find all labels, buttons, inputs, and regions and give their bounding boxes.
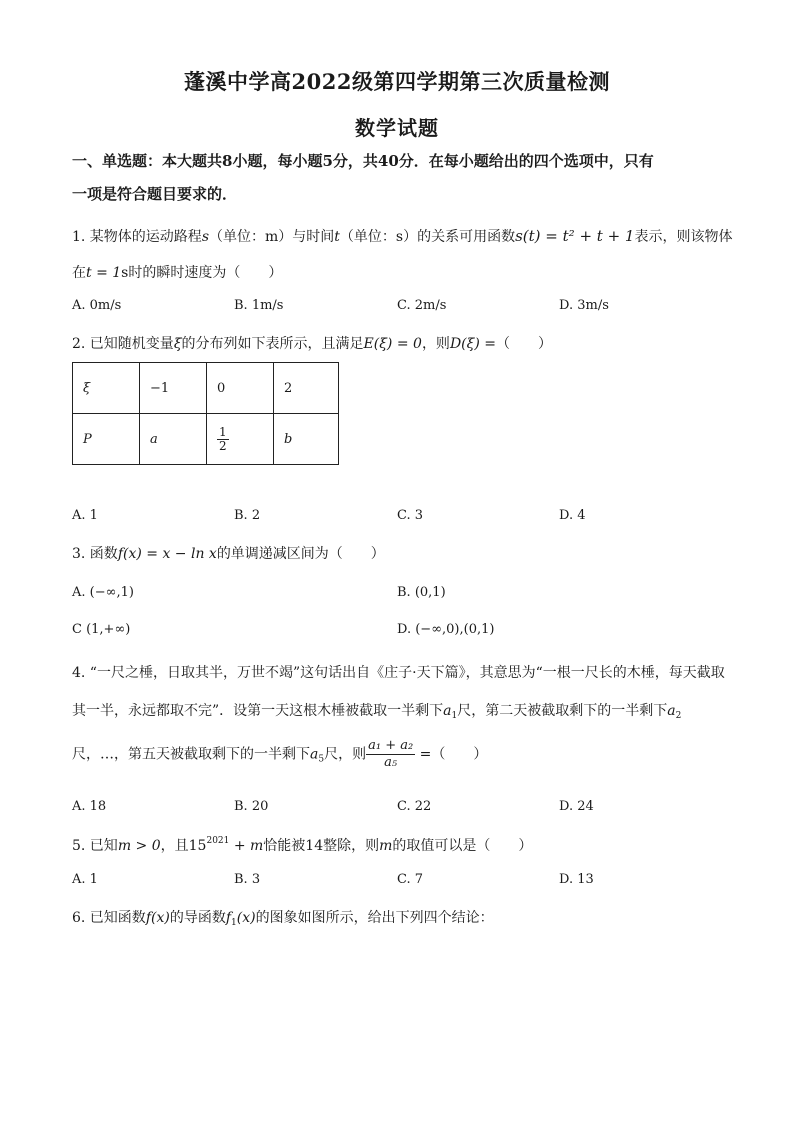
q2-text-1: 2. 已知随机变量 — [72, 336, 174, 352]
table-row — [73, 414, 339, 465]
q2-option-a: A. 1 — [72, 508, 98, 523]
fraction-numerator: 1 — [219, 424, 227, 439]
q5-text-4: 的取值可以是（ ） — [392, 838, 533, 854]
q4-var-a2-sub: 2 — [675, 711, 682, 721]
q5-plus-m: + m — [229, 838, 264, 854]
q4-option-d: D. 24 — [559, 799, 594, 814]
q4-var-a5: a — [310, 746, 319, 763]
q5-text-2: ，且 — [160, 838, 189, 854]
fraction-denominator: 2 — [219, 438, 227, 453]
q6-function: f(x) — [145, 910, 170, 926]
q4-option-a: A. 18 — [72, 799, 107, 814]
q6-text-2: 的导函数 — [169, 910, 226, 926]
q2-option-b: B. 2 — [234, 508, 261, 523]
page-title: 蓬溪中学高2022级第四学期第三次质量检测 — [184, 69, 610, 94]
q5-condition: m > 0 — [117, 838, 161, 854]
q5-option-c: C. 7 — [397, 872, 424, 887]
question-5-line1 — [72, 835, 532, 855]
q4-fraction-numerator: a₁ + a₂ — [368, 738, 414, 753]
q1-var-s: s — [201, 229, 209, 245]
question-2-line1 — [72, 333, 552, 353]
question-1-line2 — [72, 262, 282, 282]
q1-option-d: D. 3m/s — [559, 298, 609, 313]
fraction — [217, 426, 229, 453]
q4-text-3b: 尺，则 — [324, 746, 367, 763]
q3-text-1: 3. 函数 — [72, 546, 118, 562]
q4-var-a1: a — [443, 703, 452, 719]
table-cell: P — [73, 414, 140, 465]
q2-text-2: 的分布列如下表所示，且满足 — [181, 336, 364, 352]
page-subtitle: 数学试题 — [355, 116, 439, 140]
q4-option-c: C. 22 — [397, 799, 432, 814]
q6-derivative-arg: (x) — [236, 910, 256, 926]
q4-text-3a: 尺，…，第五天被截取剩下的一半剩下 — [72, 746, 310, 763]
q6-derivative: f — [225, 910, 232, 926]
q4-text-3c: =（ ） — [415, 746, 488, 763]
q2-option-d: D. 4 — [559, 508, 586, 523]
q4-text-2a: 其一半，永远都取不完”．设第一天这根木棰被截取一半剩下 — [72, 703, 444, 719]
q2-text-3: ，则 — [421, 336, 450, 352]
q1-text-6: s时的瞬时速度为（ ） — [121, 265, 283, 281]
table-cell: a — [140, 414, 207, 465]
table-cell: 2 — [274, 363, 339, 414]
question-4-line1: 4. “一尺之棰，日取其半，万世不竭”这句话出自《庄子·天下篇》，其意思为“一根一尺长的木棰，每天截取 — [72, 665, 725, 681]
table-cell: −1 — [140, 363, 207, 414]
q5-var-m: m — [379, 838, 393, 854]
q1-option-c: C. 2m/s — [397, 298, 447, 313]
q5-base: 15 — [188, 838, 207, 854]
q3-text-2: 的单调递减区间为（ ） — [216, 546, 385, 562]
q1-option-a: A. 0m/s — [72, 298, 122, 313]
q5-exponent: 2021 — [206, 836, 230, 846]
q2-expectation: E(ξ) = 0 — [363, 336, 422, 352]
q3-option-a: A. (−∞,1) — [72, 585, 134, 600]
q1-text-4: 表示，则该物体 — [634, 229, 733, 245]
q1-text-3: （单位：s）的关系可用函数 — [339, 229, 516, 245]
q5-option-d: D. 13 — [559, 872, 594, 887]
q4-fraction-denominator: a₅ — [384, 755, 398, 770]
q1-text-1: 1. 某物体的运动路程 — [72, 229, 202, 245]
q4-option-b: B. 20 — [234, 799, 269, 814]
table-row — [73, 363, 339, 414]
q3-option-b: B. (0,1) — [397, 585, 446, 600]
question-3-line1 — [72, 543, 385, 563]
question-4-line3 — [72, 738, 487, 771]
q3-function: f(x) = x − ln x — [117, 546, 217, 562]
q4-var-a5-sub: 5 — [318, 754, 325, 765]
q1-condition: t = 1 — [86, 265, 122, 281]
q4-text-2b: 尺，第二天被截取剩下的一半剩下 — [457, 703, 668, 719]
q1-formula: s(t) = t² + t + 1 — [515, 227, 635, 245]
section-instruction-line2: 一项是符合题目要求的． — [72, 185, 238, 203]
q6-text-3: 的图象如图所示，给出下列四个结论： — [255, 910, 494, 926]
q3-option-c: C (1,+∞) — [72, 622, 131, 637]
q2-text-4: （ ） — [495, 336, 552, 352]
table-cell: b — [274, 414, 339, 465]
q3-option-d: D. (−∞,0),(0,1) — [397, 622, 495, 637]
q4-fraction — [366, 738, 415, 771]
table-cell: 0 — [207, 363, 274, 414]
q5-option-b: B. 3 — [234, 872, 261, 887]
q1-text-5: 在 — [72, 265, 86, 281]
q6-text-1: 6. 已知函数 — [72, 910, 146, 926]
q1-var-t: t — [334, 229, 340, 245]
table-cell — [207, 414, 274, 465]
table-cell: ξ — [73, 363, 140, 414]
question-1-line1 — [72, 226, 732, 246]
q6-derivative-sub: 1 — [231, 918, 237, 928]
q5-text-3: 恰能被14整除，则 — [263, 838, 380, 854]
q1-text-2: （单位：m）与时间 — [209, 229, 335, 245]
q2-var-xi: ξ — [173, 336, 182, 352]
q2-variance: D(ξ) = — [449, 336, 496, 352]
distribution-table — [72, 362, 339, 465]
question-6-line1 — [72, 907, 494, 927]
q5-text-1: 5. 已知 — [72, 838, 118, 854]
q1-option-b: B. 1m/s — [234, 298, 284, 313]
q2-option-c: C. 3 — [397, 508, 424, 523]
q4-var-a1-sub: 1 — [451, 711, 458, 721]
question-4-line2 — [72, 700, 681, 720]
section-instruction-line1: 一、单选题：本大题共8小题，每小题5分，共40分．在每小题给出的四个选项中，只有 — [72, 152, 654, 170]
q5-option-a: A. 1 — [72, 872, 98, 887]
q4-var-a2: a — [667, 703, 676, 719]
